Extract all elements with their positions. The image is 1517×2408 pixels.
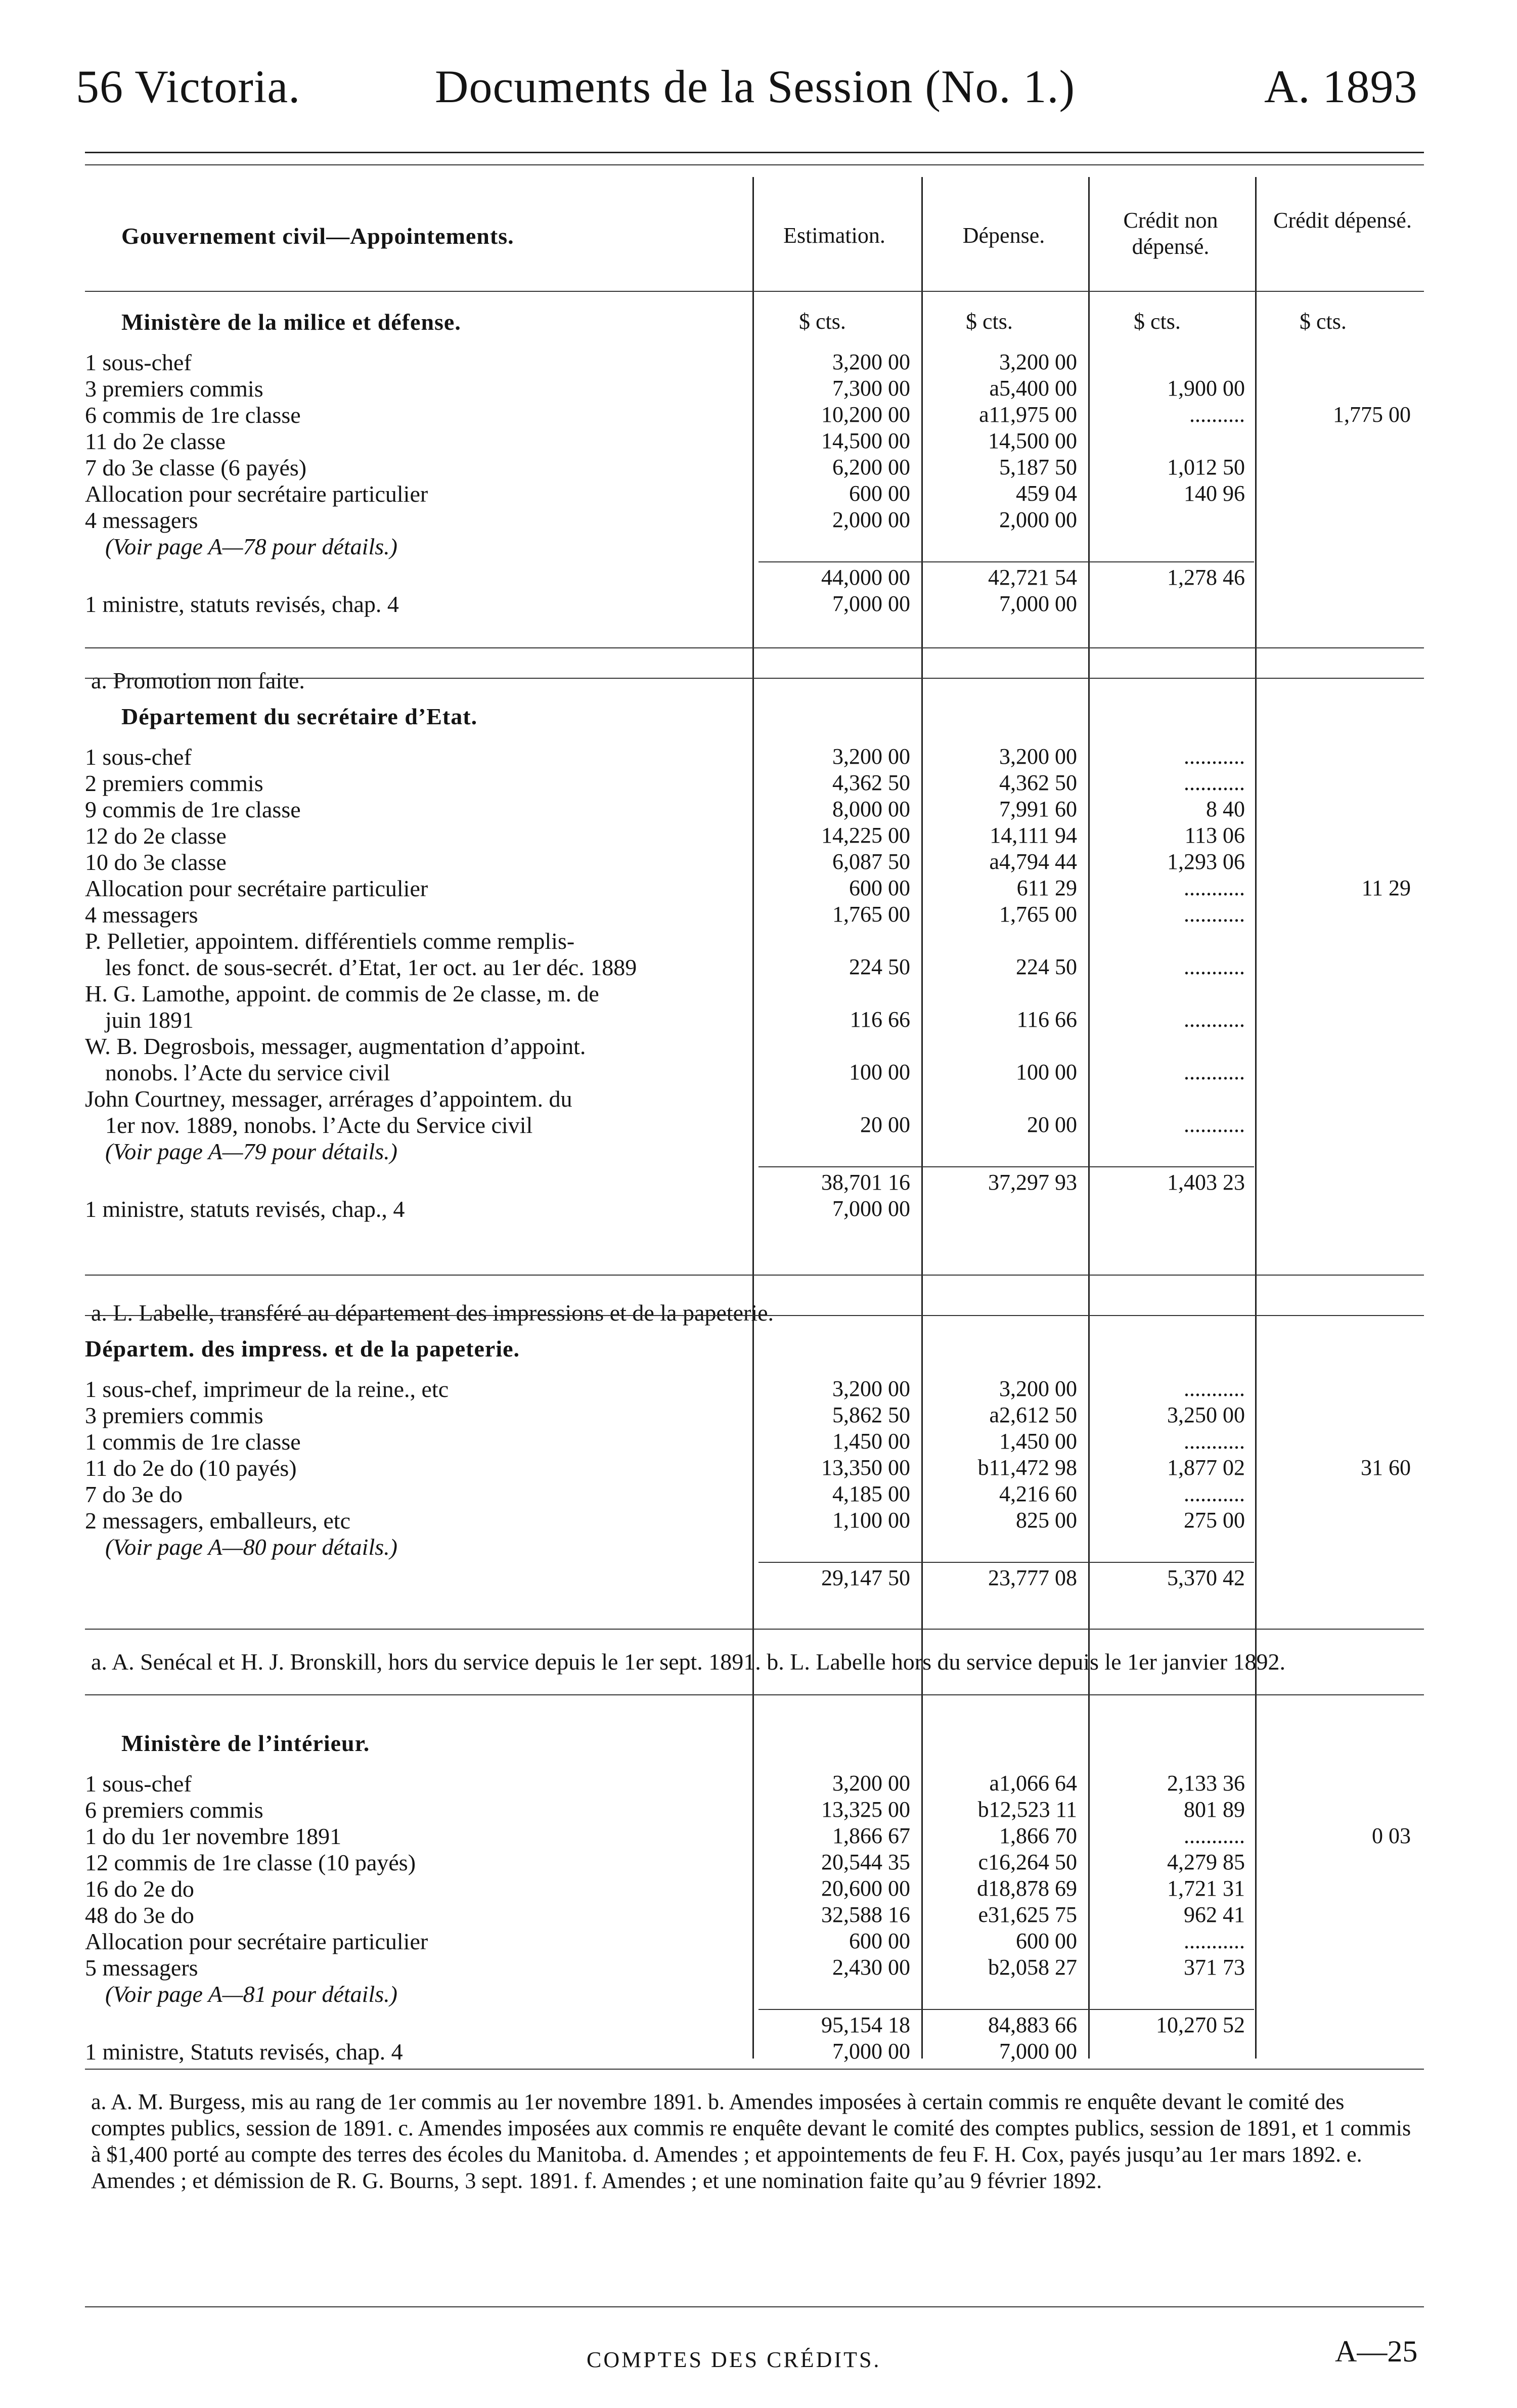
credit-non-depense-value: 1,012 50	[1167, 455, 1245, 479]
header-left: 56 Victoria.	[76, 61, 301, 112]
estimation-value: 116 66	[850, 1007, 910, 1032]
row-label: 4 messagers	[85, 902, 198, 928]
row-label: 1 sous-chef	[85, 744, 192, 770]
row-label: P. Pelletier, appointem. différentiels comme remplis-	[85, 928, 575, 954]
credit-non-depense-value: 140 96	[1184, 481, 1245, 506]
section-footnote: a. Promotion non faite.	[91, 668, 305, 693]
minister-depense: 7,000 00	[999, 591, 1077, 616]
minister-estimation: 7,000 00	[832, 591, 910, 616]
estimation-value: 224 50	[849, 954, 910, 979]
depense-value: 3,200 00	[999, 744, 1077, 769]
minister-depense: 7,000 00	[999, 2039, 1077, 2064]
estimation-value: 2,000 00	[832, 507, 910, 532]
header-rule-1	[85, 152, 1424, 153]
section-title: Ministère de la milice et défense.	[121, 309, 461, 335]
credit-non-depense-value: ...........	[1184, 1112, 1245, 1137]
row-label: 1er nov. 1889, nonobs. l’Acte du Service civil	[105, 1112, 533, 1138]
estimation-value: 1,450 00	[832, 1429, 910, 1454]
depense-total: 37,297 93	[988, 1170, 1077, 1195]
section-footnote: a. A. M. Burgess, mis au rang de 1er commis au 1er novembre 1891. b. Amendes imposées à certain commis re enquête devant le comité des comptes publics, session de 1891. c. Amendes imposées aux commis re enquête devant le comité des comptes publics, session de 1891, et 1 commis à $1,400 porté au compte des terres des écoles du Manitoba. d. Amendes ; et appointements de feu F. H. Cox, payés jusqu’au 1er mars 1892. e. Amendes ; et démission de R. G. Bourns, 3 sept. 1891. f. Amendes ; et une nomination faite qu’au 9 février 1892.	[91, 2089, 1411, 2193]
estimation-value: 1,100 00	[832, 1508, 910, 1533]
depense-value: 459 04	[1016, 481, 1077, 506]
depense-value: 1,866 70	[999, 1823, 1077, 1848]
credit-non-depense-value: ...........	[1184, 1929, 1245, 1953]
estimation-value: 14,500 00	[821, 428, 910, 453]
credit-non-depense-value: 3,250 00	[1167, 1403, 1245, 1427]
estimation-value: 20 00	[860, 1112, 910, 1137]
estimation-value: 4,362 50	[832, 770, 910, 795]
credit-non-depense-value: ...........	[1184, 744, 1245, 769]
credit-non-depense-value: ...........	[1184, 1376, 1245, 1401]
row-label: (Voir page A—79 pour détails.)	[105, 1139, 397, 1164]
col-estimation-header: Estimation.	[783, 223, 885, 248]
estimation-value: 6,087 50	[832, 849, 910, 874]
depense-value: d18,878 69	[977, 1876, 1077, 1901]
row-label: 1 sous-chef	[85, 349, 192, 375]
section-title: Département du secrétaire d’Etat.	[121, 704, 478, 729]
credit-depense-value: 0 03	[1372, 1823, 1411, 1848]
columns-head-rule	[85, 291, 1424, 292]
row-label: juin 1891	[105, 1007, 194, 1033]
estimation-value: 600 00	[849, 481, 910, 506]
depense-value: 825 00	[1016, 1508, 1077, 1533]
footer-title: COMPTES DES CRÉDITS.	[587, 2347, 881, 2372]
section-footnote: a. L. Labelle, transféré au département des impressions et de la papeterie.	[91, 1300, 774, 1326]
estimation-value: 3,200 00	[832, 1376, 910, 1401]
minister-row-label: 1 ministre, Statuts revisés, chap. 4	[85, 2039, 403, 2065]
credit-non-depense-total: 1,403 23	[1167, 1170, 1245, 1195]
row-label: (Voir page A—80 pour détails.)	[105, 1534, 397, 1560]
row-label: Allocation pour secrétaire particulier	[85, 1929, 428, 1954]
estimation-value: 100 00	[849, 1060, 910, 1084]
depense-value: b12,523 11	[977, 1797, 1077, 1822]
row-label: 11 do 2e classe	[85, 428, 226, 454]
header-right: A. 1893	[1264, 61, 1418, 112]
total-rule	[759, 2009, 1254, 2010]
credit-non-depense-value: ...........	[1184, 902, 1245, 927]
row-label: (Voir page A—78 pour détails.)	[105, 534, 397, 559]
credit-non-depense-value: ...........	[1184, 770, 1245, 795]
row-label: 12 commis de 1re classe (10 payés)	[85, 1850, 416, 1875]
estimation-total: 95,154 18	[821, 2012, 910, 2037]
total-rule	[759, 1166, 1254, 1167]
row-label: 2 premiers commis	[85, 770, 263, 796]
row-label: 3 premiers commis	[85, 376, 263, 402]
depense-value: b11,472 98	[977, 1455, 1077, 1480]
depense-value: 600 00	[1016, 1929, 1077, 1953]
estimation-value: 14,225 00	[821, 823, 910, 848]
row-label: W. B. Degrosbois, messager, augmentation d’appoint.	[85, 1033, 586, 1059]
depense-value: 611 29	[1016, 875, 1077, 900]
section-rule	[85, 1275, 1424, 1276]
row-label: 16 do 2e do	[85, 1876, 194, 1902]
section-title: Ministère de l’intérieur.	[121, 1730, 370, 1756]
minister-estimation: 7,000 00	[832, 2039, 910, 2064]
depense-value: 3,200 00	[999, 1376, 1077, 1401]
row-label: 6 premiers commis	[85, 1797, 263, 1823]
row-label: Allocation pour secrétaire particulier	[85, 481, 428, 507]
col-credit-depense-header: Crédit dépensé.	[1273, 208, 1412, 233]
depense-total: 42,721 54	[988, 565, 1077, 590]
credit-non-depense-value: 2,133 36	[1167, 1771, 1245, 1796]
credit-non-depense-value: ...........	[1184, 1823, 1245, 1848]
row-label: 5 messagers	[85, 1955, 198, 1981]
estimation-value: 20,600 00	[821, 1876, 910, 1901]
credit-non-depense-value: 1,900 00	[1167, 376, 1245, 401]
col-rule-3	[1088, 177, 1090, 2059]
estimation-value: 13,350 00	[821, 1455, 910, 1480]
depense-value: 7,991 60	[999, 797, 1077, 821]
depense-value: b2,058 27	[988, 1955, 1077, 1980]
row-label: 10 do 3e classe	[85, 849, 227, 875]
col-credit-non-depense-header: Crédit non dépensé.	[1123, 208, 1218, 259]
credit-non-depense-value: 113 06	[1184, 823, 1245, 848]
credit-non-depense-value: 1,721 31	[1167, 1876, 1245, 1901]
total-rule	[759, 1562, 1254, 1563]
estimation-value: 20,544 35	[821, 1850, 910, 1874]
depense-value: 2,000 00	[999, 507, 1077, 532]
minister-row-label: 1 ministre, statuts revisés, chap. 4	[85, 591, 399, 617]
credit-non-depense-value: ...........	[1184, 875, 1245, 900]
section-title: Départem. des impress. et de la papeterie.	[85, 1336, 520, 1362]
row-label: Allocation pour secrétaire particulier	[85, 875, 428, 901]
estimation-value: 1,866 67	[832, 1823, 910, 1848]
credit-non-depense-total: 5,370 42	[1167, 1565, 1245, 1590]
header-center: Documents de la Session (No. 1.)	[435, 61, 1076, 112]
estimation-value: 10,200 00	[821, 402, 910, 427]
row-label: les fonct. de sous-secrét. d’Etat, 1er oct. au 1er déc. 1889	[105, 954, 637, 980]
estimation-value: 5,862 50	[832, 1403, 910, 1427]
estimation-value: 6,200 00	[832, 455, 910, 479]
depense-value: 14,111 94	[990, 823, 1077, 848]
col-rule-2	[921, 177, 923, 2059]
credit-non-depense-value: ...........	[1184, 1429, 1245, 1454]
estimation-value: 7,300 00	[832, 376, 910, 401]
depense-value: 1,450 00	[999, 1429, 1077, 1454]
row-label: John Courtney, messager, arrérages d’appointem. du	[85, 1086, 572, 1112]
row-label: 1 commis de 1re classe	[85, 1429, 301, 1455]
depense-value: 116 66	[1016, 1007, 1077, 1032]
section-end-rule	[85, 1315, 1424, 1316]
credit-non-depense-value: 8 40	[1206, 797, 1245, 821]
credit-non-depense-value: 4,279 85	[1167, 1850, 1245, 1874]
depense-value: 4,362 50	[999, 770, 1077, 795]
credit-depense-value: 11 29	[1361, 875, 1411, 900]
row-label: 3 premiers commis	[85, 1403, 263, 1428]
credit-non-depense-total: 1,278 46	[1167, 565, 1245, 590]
estimation-value: 8,000 00	[832, 797, 910, 821]
credit-non-depense-value: ...........	[1184, 954, 1245, 979]
depense-value: 20 00	[1027, 1112, 1077, 1137]
depense-total: 84,883 66	[988, 2012, 1077, 2037]
header-rule-2	[85, 164, 1424, 165]
depense-value: 14,500 00	[988, 428, 1077, 453]
depense-value: c16,264 50	[978, 1850, 1077, 1874]
row-label: 1 sous-chef, imprimeur de la reine., etc	[85, 1376, 449, 1402]
col-depense-header: Dépense.	[962, 223, 1045, 248]
credit-non-depense-value: 275 00	[1184, 1508, 1245, 1533]
unit-label: $ cts.	[1300, 309, 1347, 334]
depense-value: 5,187 50	[999, 455, 1077, 479]
estimation-value: 32,588 16	[821, 1902, 910, 1927]
table-title: Gouvernement civil—Appointements.	[121, 223, 514, 249]
credit-non-depense-value: 1,293 06	[1167, 849, 1245, 874]
section-end-rule	[85, 678, 1424, 679]
section-end-rule	[85, 1694, 1424, 1695]
section-end-rule	[85, 2306, 1424, 2307]
depense-value: a1,066 64	[989, 1771, 1077, 1796]
estimation-total: 38,701 16	[821, 1170, 910, 1195]
depense-value: 3,200 00	[999, 349, 1077, 374]
row-label: 1 sous-chef	[85, 1771, 192, 1797]
estimation-value: 3,200 00	[832, 744, 910, 769]
section-rule	[85, 647, 1424, 648]
credit-depense-value: 1,775 00	[1333, 402, 1411, 427]
section-footnote: a. A. Senécal et H. J. Bronskill, hors du service depuis le 1er sept. 1891. b. L. Labelle hors du service depuis le 1er janvier 1892.	[91, 1649, 1286, 1675]
estimation-value: 600 00	[849, 875, 910, 900]
row-label: nonobs. l’Acte du service civil	[105, 1060, 390, 1085]
row-label: 1 do du 1er novembre 1891	[85, 1823, 342, 1849]
credit-depense-value: 31 60	[1361, 1455, 1411, 1480]
depense-value: 1,765 00	[999, 902, 1077, 927]
row-label: 11 do 2e do (10 payés)	[85, 1455, 297, 1481]
estimation-total: 44,000 00	[821, 565, 910, 590]
page-number: A—25	[1335, 2335, 1418, 2368]
row-label: 4 messagers	[85, 507, 198, 533]
depense-value: a4,794 44	[989, 849, 1077, 874]
credit-non-depense-value: ...........	[1184, 1060, 1245, 1084]
row-label: 6 commis de 1re classe	[85, 402, 301, 428]
row-label: 7 do 3e classe (6 payés)	[85, 455, 307, 480]
section-rule	[85, 1629, 1424, 1630]
depense-value: 224 50	[1016, 954, 1077, 979]
estimation-value: 4,185 00	[832, 1481, 910, 1506]
estimation-value: 3,200 00	[832, 349, 910, 374]
depense-value: a11,975 00	[979, 402, 1077, 427]
depense-value: 100 00	[1016, 1060, 1077, 1084]
credit-non-depense-value: ..........	[1189, 402, 1245, 427]
minister-row-label: 1 ministre, statuts revisés, chap., 4	[85, 1196, 405, 1222]
depense-value: 4,216 60	[999, 1481, 1077, 1506]
credit-non-depense-value: ...........	[1184, 1007, 1245, 1032]
credit-non-depense-value: 371 73	[1184, 1955, 1245, 1980]
credit-non-depense-value: 962 41	[1184, 1902, 1245, 1927]
row-label: H. G. Lamothe, appoint. de commis de 2e classe, m. de	[85, 981, 599, 1006]
row-label: 48 do 3e do	[85, 1902, 194, 1928]
section-rule	[85, 2069, 1424, 2070]
estimation-value: 2,430 00	[832, 1955, 910, 1980]
row-label: (Voir page A—81 pour détails.)	[105, 1981, 397, 2007]
depense-value: a5,400 00	[989, 376, 1077, 401]
estimation-value: 13,325 00	[821, 1797, 910, 1822]
minister-estimation: 7,000 00	[832, 1196, 910, 1221]
row-label: 12 do 2e classe	[85, 823, 227, 849]
credit-non-depense-total: 10,270 52	[1156, 2012, 1245, 2037]
estimation-value: 600 00	[849, 1929, 910, 1953]
estimation-value: 3,200 00	[832, 1771, 910, 1796]
depense-total: 23,777 08	[988, 1565, 1077, 1590]
credit-non-depense-value: 1,877 02	[1167, 1455, 1245, 1480]
row-label: 9 commis de 1re classe	[85, 797, 301, 822]
depense-value: e31,625 75	[978, 1902, 1077, 1927]
row-label: 7 do 3e do	[85, 1481, 183, 1507]
estimation-total: 29,147 50	[821, 1565, 910, 1590]
credit-non-depense-value: 801 89	[1184, 1797, 1245, 1822]
total-rule	[759, 561, 1254, 562]
row-label: 2 messagers, emballeurs, etc	[85, 1508, 350, 1534]
credit-non-depense-value: ...........	[1184, 1481, 1245, 1506]
col-rule-4	[1255, 177, 1257, 2059]
unit-label: $ cts.	[1134, 309, 1181, 334]
depense-value: a2,612 50	[989, 1403, 1077, 1427]
unit-label: $ cts.	[799, 309, 846, 334]
estimation-value: 1,765 00	[832, 902, 910, 927]
unit-label: $ cts.	[966, 309, 1013, 334]
